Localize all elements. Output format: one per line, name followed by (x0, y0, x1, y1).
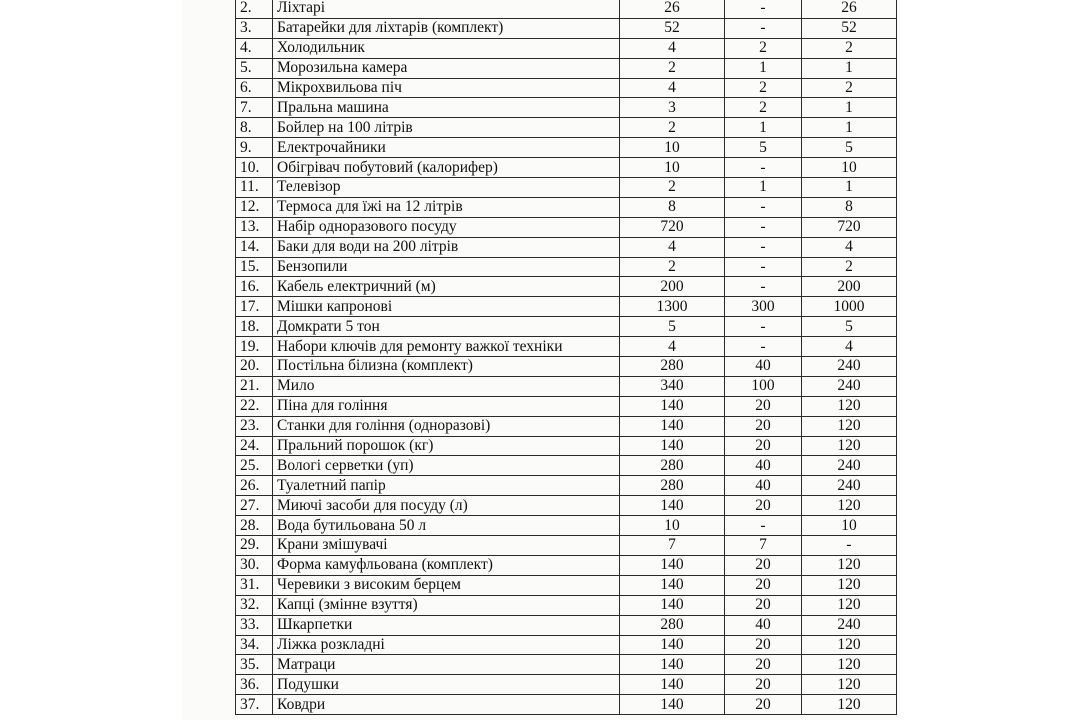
row-number-cell: 26. (236, 476, 273, 496)
issued-quantity-cell: 2 (725, 38, 802, 58)
total-quantity-cell: 2 (620, 178, 725, 198)
item-name-cell: Бойлер на 100 літрів (273, 118, 620, 138)
table-row (236, 277, 897, 297)
total-quantity-cell: 140 (620, 436, 725, 456)
total-quantity-cell: 4 (620, 337, 725, 357)
table-row (236, 635, 897, 655)
item-name-cell: Холодильник (273, 38, 620, 58)
item-name-cell: Подушки (273, 675, 620, 695)
issued-quantity-cell: - (725, 317, 802, 337)
row-number-cell: 3. (236, 18, 273, 38)
item-name-cell: Мило (273, 376, 620, 396)
remaining-quantity-cell: - (802, 536, 897, 556)
table-row (236, 396, 897, 416)
row-number-cell: 30. (236, 555, 273, 575)
table-row (236, 575, 897, 595)
table-row (236, 436, 897, 456)
issued-quantity-cell: 20 (725, 635, 802, 655)
item-name-cell: Кабель електричний (м) (273, 277, 620, 297)
table-row (236, 317, 897, 337)
table-row (236, 516, 897, 536)
table-row (236, 357, 897, 377)
remaining-quantity-cell: 1 (802, 98, 897, 118)
row-number-cell: 10. (236, 158, 273, 178)
total-quantity-cell: 280 (620, 357, 725, 377)
row-number-cell: 36. (236, 675, 273, 695)
total-quantity-cell: 140 (620, 555, 725, 575)
remaining-quantity-cell: 2 (802, 38, 897, 58)
total-quantity-cell: 2 (620, 118, 725, 138)
table-row (236, 496, 897, 516)
issued-quantity-cell: 7 (725, 536, 802, 556)
issued-quantity-cell: - (725, 237, 802, 257)
inventory-table-body (236, 0, 897, 715)
remaining-quantity-cell: 120 (802, 655, 897, 675)
row-number-cell: 32. (236, 595, 273, 615)
issued-quantity-cell: 40 (725, 615, 802, 635)
remaining-quantity-cell: 120 (802, 675, 897, 695)
row-number-cell: 29. (236, 536, 273, 556)
table-row (236, 78, 897, 98)
issued-quantity-cell: 40 (725, 476, 802, 496)
remaining-quantity-cell: 120 (802, 555, 897, 575)
total-quantity-cell: 10 (620, 158, 725, 178)
item-name-cell: Термоса для їжі на 12 літрів (273, 197, 620, 217)
table-row (236, 416, 897, 436)
row-number-cell: 5. (236, 58, 273, 78)
total-quantity-cell: 140 (620, 675, 725, 695)
item-name-cell: Вода бутильована 50 л (273, 516, 620, 536)
remaining-quantity-cell: 4 (802, 237, 897, 257)
remaining-quantity-cell: 52 (802, 18, 897, 38)
item-name-cell: Піна для гоління (273, 396, 620, 416)
total-quantity-cell: 10 (620, 138, 725, 158)
remaining-quantity-cell: 120 (802, 635, 897, 655)
total-quantity-cell: 140 (620, 575, 725, 595)
remaining-quantity-cell: 240 (802, 456, 897, 476)
item-name-cell: Набір одноразового посуду (273, 217, 620, 237)
item-name-cell: Морозильна камера (273, 58, 620, 78)
table-row (236, 615, 897, 635)
row-number-cell: 14. (236, 237, 273, 257)
table-row (236, 476, 897, 496)
remaining-quantity-cell: 1000 (802, 297, 897, 317)
item-name-cell: Станки для гоління (одноразові) (273, 416, 620, 436)
total-quantity-cell: 140 (620, 635, 725, 655)
item-name-cell: Пральна машина (273, 98, 620, 118)
row-number-cell: 12. (236, 197, 273, 217)
total-quantity-cell: 2 (620, 257, 725, 277)
total-quantity-cell: 280 (620, 615, 725, 635)
issued-quantity-cell: 20 (725, 396, 802, 416)
item-name-cell: Бензопили (273, 257, 620, 277)
remaining-quantity-cell: 4 (802, 337, 897, 357)
item-name-cell: Миючі засоби для посуду (л) (273, 496, 620, 516)
row-number-cell: 34. (236, 635, 273, 655)
total-quantity-cell: 4 (620, 78, 725, 98)
issued-quantity-cell: 20 (725, 575, 802, 595)
table-row (236, 58, 897, 78)
issued-quantity-cell: - (725, 277, 802, 297)
item-name-cell: Туалетний папір (273, 476, 620, 496)
remaining-quantity-cell: 120 (802, 695, 897, 715)
row-number-cell: 25. (236, 456, 273, 476)
remaining-quantity-cell: 1 (802, 178, 897, 198)
issued-quantity-cell: - (725, 217, 802, 237)
item-name-cell: Постільна білизна (комплект) (273, 357, 620, 377)
remaining-quantity-cell: 26 (802, 0, 897, 18)
row-number-cell: 35. (236, 655, 273, 675)
total-quantity-cell: 8 (620, 197, 725, 217)
row-number-cell: 31. (236, 575, 273, 595)
item-name-cell: Матраци (273, 655, 620, 675)
item-name-cell: Мікрохвильова піч (273, 78, 620, 98)
table-row (236, 158, 897, 178)
total-quantity-cell: 26 (620, 0, 725, 18)
table-row (236, 257, 897, 277)
issued-quantity-cell: 100 (725, 376, 802, 396)
row-number-cell: 37. (236, 695, 273, 715)
total-quantity-cell: 280 (620, 476, 725, 496)
item-name-cell: Форма камуфльована (комплект) (273, 555, 620, 575)
item-name-cell: Телевізор (273, 178, 620, 198)
item-name-cell: Ліхтарі (273, 0, 620, 18)
row-number-cell: 23. (236, 416, 273, 436)
issued-quantity-cell: 300 (725, 297, 802, 317)
row-number-cell: 22. (236, 396, 273, 416)
total-quantity-cell: 340 (620, 376, 725, 396)
remaining-quantity-cell: 120 (802, 575, 897, 595)
item-name-cell: Ковдри (273, 695, 620, 715)
row-number-cell: 21. (236, 376, 273, 396)
table-row (236, 178, 897, 198)
table-row (236, 337, 897, 357)
item-name-cell: Обігрівач побутовий (калорифер) (273, 158, 620, 178)
table-row (236, 536, 897, 556)
row-number-cell: 8. (236, 118, 273, 138)
total-quantity-cell: 7 (620, 536, 725, 556)
table-row (236, 456, 897, 476)
item-name-cell: Капці (змінне взуття) (273, 595, 620, 615)
total-quantity-cell: 200 (620, 277, 725, 297)
issued-quantity-cell: - (725, 158, 802, 178)
row-number-cell: 7. (236, 98, 273, 118)
item-name-cell: Набори ключів для ремонту важкої техніки (273, 337, 620, 357)
total-quantity-cell: 140 (620, 496, 725, 516)
item-name-cell: Крани змішувачі (273, 536, 620, 556)
item-name-cell: Вологі серветки (уп) (273, 456, 620, 476)
total-quantity-cell: 52 (620, 18, 725, 38)
total-quantity-cell: 5 (620, 317, 725, 337)
remaining-quantity-cell: 240 (802, 357, 897, 377)
issued-quantity-cell: 1 (725, 58, 802, 78)
remaining-quantity-cell: 1 (802, 58, 897, 78)
row-number-cell: 28. (236, 516, 273, 536)
row-number-cell: 18. (236, 317, 273, 337)
row-number-cell: 24. (236, 436, 273, 456)
table-row (236, 0, 897, 18)
issued-quantity-cell: 2 (725, 98, 802, 118)
remaining-quantity-cell: 240 (802, 376, 897, 396)
item-name-cell: Черевики з високим берцем (273, 575, 620, 595)
table-row (236, 555, 897, 575)
table-row (236, 118, 897, 138)
item-name-cell: Ліжка розкладні (273, 635, 620, 655)
issued-quantity-cell: 20 (725, 496, 802, 516)
item-name-cell: Домкрати 5 тон (273, 317, 620, 337)
total-quantity-cell: 140 (620, 416, 725, 436)
issued-quantity-cell: - (725, 18, 802, 38)
remaining-quantity-cell: 1 (802, 118, 897, 138)
item-name-cell: Пральний порошок (кг) (273, 436, 620, 456)
table-row (236, 297, 897, 317)
total-quantity-cell: 2 (620, 58, 725, 78)
remaining-quantity-cell: 8 (802, 197, 897, 217)
issued-quantity-cell: 40 (725, 456, 802, 476)
total-quantity-cell: 140 (620, 595, 725, 615)
table-row (236, 376, 897, 396)
issued-quantity-cell: - (725, 257, 802, 277)
row-number-cell: 11. (236, 178, 273, 198)
issued-quantity-cell: 1 (725, 178, 802, 198)
issued-quantity-cell: 20 (725, 436, 802, 456)
total-quantity-cell: 10 (620, 516, 725, 536)
table-row (236, 237, 897, 257)
item-name-cell: Батарейки для ліхтарів (комплект) (273, 18, 620, 38)
row-number-cell: 27. (236, 496, 273, 516)
item-name-cell: Шкарпетки (273, 615, 620, 635)
row-number-cell: 19. (236, 337, 273, 357)
row-number-cell: 15. (236, 257, 273, 277)
issued-quantity-cell: 20 (725, 695, 802, 715)
issued-quantity-cell: - (725, 337, 802, 357)
remaining-quantity-cell: 120 (802, 436, 897, 456)
issued-quantity-cell: 5 (725, 138, 802, 158)
total-quantity-cell: 4 (620, 237, 725, 257)
remaining-quantity-cell: 120 (802, 595, 897, 615)
table-row (236, 98, 897, 118)
row-number-cell: 6. (236, 78, 273, 98)
issued-quantity-cell: - (725, 516, 802, 536)
row-number-cell: 9. (236, 138, 273, 158)
total-quantity-cell: 1300 (620, 297, 725, 317)
total-quantity-cell: 4 (620, 38, 725, 58)
remaining-quantity-cell: 2 (802, 257, 897, 277)
table-row (236, 655, 897, 675)
row-number-cell: 4. (236, 38, 273, 58)
remaining-quantity-cell: 120 (802, 396, 897, 416)
item-name-cell: Мішки капронові (273, 297, 620, 317)
row-number-cell: 2. (236, 0, 273, 18)
table-row (236, 138, 897, 158)
row-number-cell: 17. (236, 297, 273, 317)
issued-quantity-cell: 1 (725, 118, 802, 138)
total-quantity-cell: 140 (620, 655, 725, 675)
issued-quantity-cell: 20 (725, 655, 802, 675)
total-quantity-cell: 140 (620, 695, 725, 715)
item-name-cell: Електрочайники (273, 138, 620, 158)
issued-quantity-cell: 2 (725, 78, 802, 98)
total-quantity-cell: 280 (620, 456, 725, 476)
table-row (236, 38, 897, 58)
row-number-cell: 13. (236, 217, 273, 237)
row-number-cell: 33. (236, 615, 273, 635)
inventory-table (235, 0, 897, 715)
issued-quantity-cell: 40 (725, 357, 802, 377)
scanned-document-page (182, 0, 900, 720)
row-number-cell: 20. (236, 357, 273, 377)
issued-quantity-cell: - (725, 197, 802, 217)
issued-quantity-cell: 20 (725, 555, 802, 575)
remaining-quantity-cell: 240 (802, 476, 897, 496)
remaining-quantity-cell: 5 (802, 138, 897, 158)
issued-quantity-cell: 20 (725, 675, 802, 695)
row-number-cell: 16. (236, 277, 273, 297)
remaining-quantity-cell: 720 (802, 217, 897, 237)
issued-quantity-cell: - (725, 0, 802, 18)
total-quantity-cell: 720 (620, 217, 725, 237)
total-quantity-cell: 140 (620, 396, 725, 416)
issued-quantity-cell: 20 (725, 416, 802, 436)
table-row (236, 18, 897, 38)
table-row (236, 695, 897, 715)
remaining-quantity-cell: 10 (802, 158, 897, 178)
remaining-quantity-cell: 120 (802, 416, 897, 436)
remaining-quantity-cell: 2 (802, 78, 897, 98)
remaining-quantity-cell: 10 (802, 516, 897, 536)
remaining-quantity-cell: 120 (802, 496, 897, 516)
table-row (236, 675, 897, 695)
remaining-quantity-cell: 5 (802, 317, 897, 337)
issued-quantity-cell: 20 (725, 595, 802, 615)
remaining-quantity-cell: 240 (802, 615, 897, 635)
remaining-quantity-cell: 200 (802, 277, 897, 297)
table-row (236, 217, 897, 237)
table-row (236, 595, 897, 615)
total-quantity-cell: 3 (620, 98, 725, 118)
table-row (236, 197, 897, 217)
item-name-cell: Баки для води на 200 літрів (273, 237, 620, 257)
